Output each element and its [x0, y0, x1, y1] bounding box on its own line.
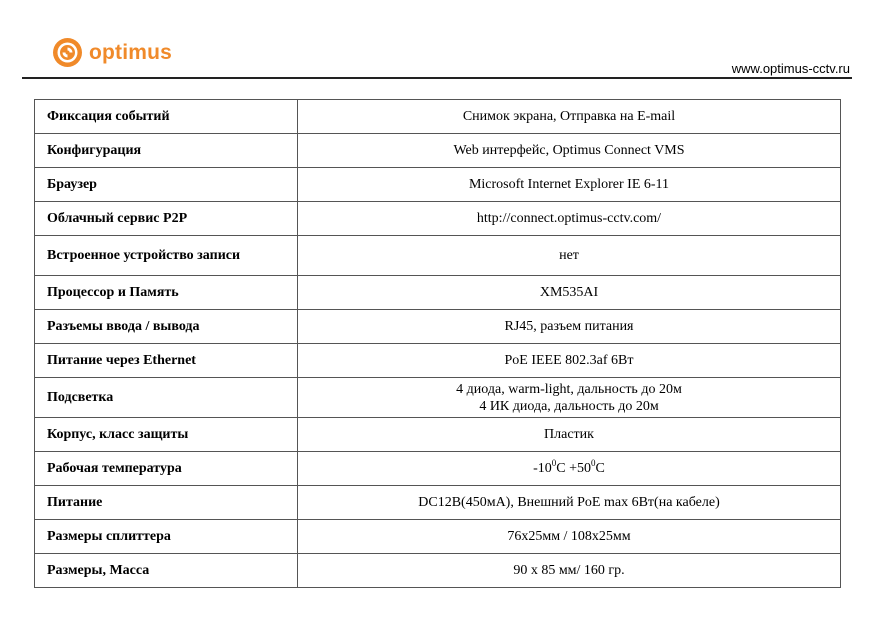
table-row [35, 168, 841, 202]
row-value: 90 x 85 мм/ 160 гр. [298, 554, 841, 588]
value-line: 4 диода, warm-light, дальность до 20м [456, 381, 682, 397]
row-label: Подсветка [35, 378, 298, 418]
row-label: Питание через Ethernet [35, 344, 298, 378]
table-row [35, 520, 841, 554]
table-row [35, 276, 841, 310]
row-label: Корпус, класс защиты [35, 418, 298, 452]
row-label: Процессор и Память [35, 276, 298, 310]
table-row [35, 310, 841, 344]
degree-mark: 0 [551, 457, 557, 468]
degree-mark: 0 [591, 457, 596, 468]
table-row [35, 134, 841, 168]
row-label: Конфигурация [35, 134, 298, 168]
row-value: http://connect.optimus-cctv.com/ [298, 202, 841, 236]
row-value: Пластик [298, 418, 841, 452]
row-label: Фиксация событий [35, 100, 298, 134]
table-row [35, 554, 841, 588]
row-value: DC12В(450мА), Внешний PoE max 6Вт(на кабеле) [298, 486, 841, 520]
row-value [298, 378, 841, 418]
table-row [35, 452, 841, 486]
row-value: XM535AI [298, 276, 841, 310]
row-value: Microsoft Internet Explorer IE 6-11 [298, 168, 841, 202]
temp-unit: C [595, 460, 605, 476]
row-value: Web интерфейс, Optimus Connect VMS [298, 134, 841, 168]
table-row [35, 378, 841, 418]
table-row [35, 236, 841, 276]
table-row [35, 100, 841, 134]
brand-name: optimus [89, 41, 173, 64]
temp-unit: C [556, 460, 566, 476]
row-value: Снимок экрана, Отправка на E-mail [298, 100, 841, 134]
row-label: Встроенное устройство записи [35, 236, 298, 276]
row-value [298, 452, 841, 486]
row-label: Питание [35, 486, 298, 520]
row-label: Размеры, Масса [35, 554, 298, 588]
table-row [35, 202, 841, 236]
value-line: 4 ИК диода, дальность до 20м [479, 398, 659, 414]
row-label: Облачный сервис P2P [35, 202, 298, 236]
row-value: RJ45, разъем питания [298, 310, 841, 344]
header-divider [22, 77, 852, 79]
table-row [35, 344, 841, 378]
row-label: Рабочая температура [35, 452, 298, 486]
specifications-table [34, 99, 841, 588]
row-value: PoE IEEE 802.3af 6Вт [298, 344, 841, 378]
temp-low: -10 [533, 460, 552, 476]
row-value: нет [298, 236, 841, 276]
brand-logo [52, 37, 172, 68]
row-value: 76x25мм / 108x25мм [298, 520, 841, 554]
row-label: Разъемы ввода / вывода [35, 310, 298, 344]
row-label: Браузер [35, 168, 298, 202]
optimus-logo-icon [52, 37, 83, 68]
row-label: Размеры сплиттера [35, 520, 298, 554]
website-url[interactable]: www.optimus-cctv.ru [731, 61, 850, 76]
temp-high: +50 [569, 460, 592, 476]
table-row [35, 418, 841, 452]
table-row [35, 486, 841, 520]
